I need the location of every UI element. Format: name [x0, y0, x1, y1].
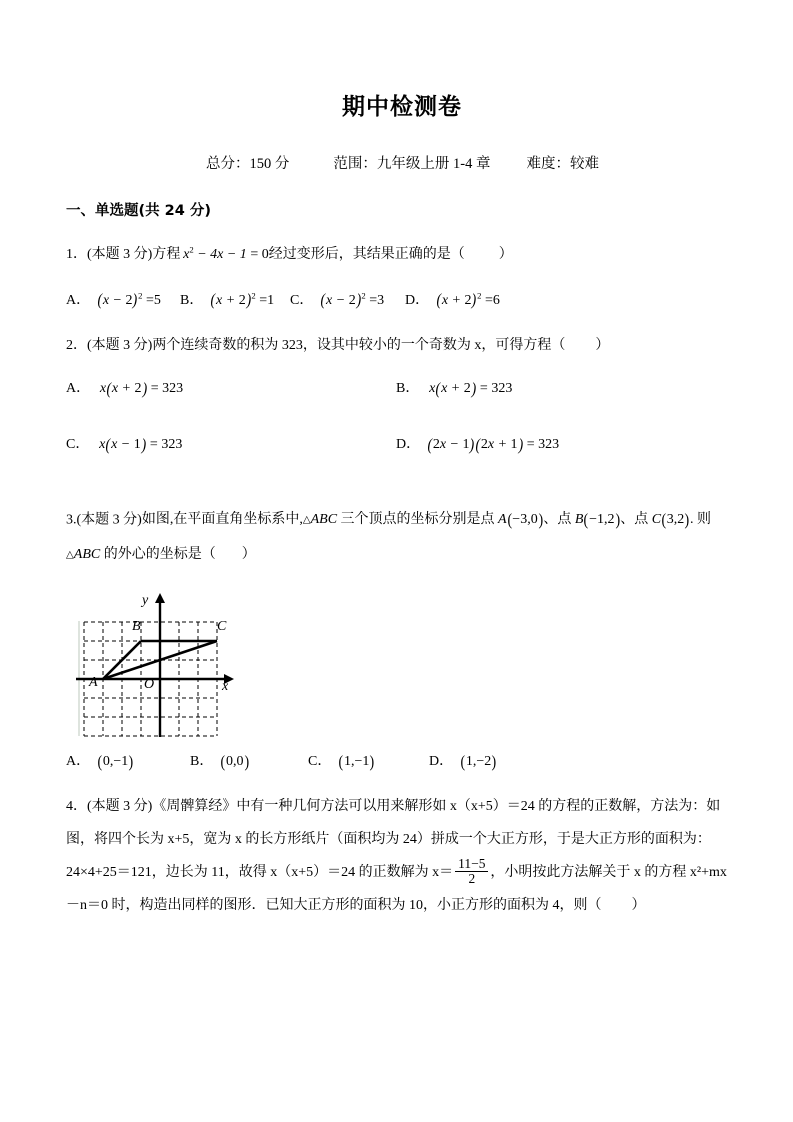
option-1d[interactable]: D． $(x + 2)^2 =6$	[405, 290, 500, 310]
option-1a-expr: $(x - 2)^2 =5$	[97, 290, 161, 310]
difficulty-value: 较难	[569, 155, 599, 172]
question-4-line3a: 24×4+25＝121，边长为 11，故得 x（x+5）＝24 的正数解为 x＝	[66, 864, 454, 880]
question-2-number: 2．	[66, 338, 87, 354]
question-3-points: (本题 3 分)	[76, 512, 142, 528]
option-2b-expr: x(x + 2) = 323	[426, 378, 513, 398]
question-4-line3b: ，小明按此方法解关于 x 的方程 x²+mx	[490, 864, 727, 880]
option-1c[interactable]: C． $(x - 2)^2 =3$	[290, 290, 385, 310]
figure-x-axis-label: x	[222, 678, 229, 694]
option-1c-expr: $(x - 2)^2 =3$	[320, 290, 385, 310]
figure-point-label-c: C	[217, 618, 227, 634]
option-3d-expr: (1,−2)	[460, 751, 497, 771]
question-1-stem-pre: 方程	[152, 246, 181, 262]
option-2b[interactable]: B． x(x + 2) = 323	[396, 378, 513, 398]
range-value: 九年级上册 1-4 章	[376, 155, 491, 172]
question-2	[66, 332, 738, 361]
question-1-stem-post: 经过变形后，其结果正确的是（	[268, 246, 465, 262]
question-2-options	[66, 377, 738, 489]
figure-origin-label: O	[144, 676, 155, 692]
total-score-value: 150 分	[249, 155, 290, 172]
page-title: 期中检测卷	[342, 94, 462, 119]
exam-meta-row	[66, 152, 738, 173]
y-axis-arrow	[155, 593, 165, 603]
option-3c[interactable]: C． (1,−1)	[308, 751, 375, 771]
total-score-label: 总分：	[206, 155, 250, 172]
option-3a[interactable]: A． (0,−1)	[66, 751, 134, 771]
option-2a[interactable]: A． x(x + 2) = 323	[66, 378, 184, 398]
option-2d[interactable]: D． (2x − 1)(2x + 1) = 323	[396, 434, 560, 454]
question-4-line2: 图，将四个长为 x+5，宽为 x 的长方形纸片（面积均为 24）拼成一个大正方形，于是大正方形的面积为：	[66, 831, 711, 847]
option-3b-expr: (0,0)	[220, 751, 249, 771]
option-1d-expr: $(x + 2)^2 =6$	[436, 290, 500, 310]
question-1	[66, 241, 738, 270]
question-3	[66, 501, 738, 571]
question-4-line4-end: ）	[631, 897, 646, 913]
question-3-figure-wrap	[66, 589, 738, 739]
fraction-denominator: 2	[455, 871, 488, 886]
option-2a-expr: x(x + 2) = 323	[97, 378, 184, 398]
question-1-points: (本题 3 分)	[87, 246, 153, 262]
question-1-options	[66, 283, 738, 310]
option-1b[interactable]: B． $(x + 2)^2 =1$	[180, 290, 275, 310]
coordinate-plane-svg	[74, 589, 234, 737]
figure-point-label-a: A	[89, 674, 98, 690]
question-4-points: (本题 3 分)	[87, 798, 153, 814]
option-3c-expr: (1,−1)	[338, 751, 375, 771]
question-2-points: (本题 3 分)	[87, 338, 153, 354]
question-2-stem-end: ）	[595, 338, 610, 354]
option-1b-expr: $(x + 2)^2 =1$	[210, 290, 275, 310]
page-content	[66, 0, 738, 923]
option-1a[interactable]: A． $(x - 2)^2 =5$	[66, 290, 161, 310]
question-1-stem-math: $x^2 - 4x - 1 = 0$	[180, 243, 269, 262]
option-2d-expr: (2x − 1)(2x + 1) = 323	[427, 434, 560, 454]
option-2c[interactable]: C． x(x − 1) = 323	[66, 434, 183, 454]
range-label: 范围：	[333, 155, 377, 172]
question-1-number: 1．	[66, 246, 87, 262]
figure-y-axis-label: y	[142, 592, 149, 608]
question-4-number: 4．	[66, 798, 87, 814]
figure-point-label-b: B	[132, 618, 141, 634]
option-3d[interactable]: D． (1,−2)	[429, 751, 497, 771]
question-1-stem-end: ）	[498, 246, 513, 262]
question-4	[66, 791, 738, 923]
option-3a-expr: (0,−1)	[97, 751, 134, 771]
question-3-stem-line1: 如图,在平面直角坐标系中,△ABC 三个顶点的坐标分别是点 A(−3,0)、点 B(−1,2)、点 C(3,2). 则	[141, 509, 711, 529]
section-heading-1: 一、单选题(共 24 分)	[66, 202, 212, 219]
question-3-stem-line2: △ABC 的外心的坐标是（ ）	[66, 547, 256, 563]
question-3-options	[66, 745, 738, 769]
difficulty-label: 难度：	[526, 155, 570, 172]
fraction-numerator: 11−5	[458, 855, 486, 871]
option-3b[interactable]: B． (0,0)	[190, 751, 249, 771]
coordinate-plane-figure	[74, 589, 234, 737]
question-2-stem: 两个连续奇数的积为 323，设其中较小的一个奇数为 x，可得方程（	[152, 338, 566, 354]
question-4-line4: －n＝0 时，构造出同样的图形．已知大正方形的面积为 10，小正方形的面积为 4，则（	[66, 897, 602, 913]
option-2c-expr: x(x − 1) = 323	[96, 434, 183, 454]
question-4-fraction	[455, 857, 488, 886]
question-4-line1: 《周髀算经》中有一种几何方法可以用来解形如 x（x+5）＝24 的方程的正数解，方法为：如	[152, 798, 721, 814]
question-3-number: 3.	[66, 512, 77, 528]
